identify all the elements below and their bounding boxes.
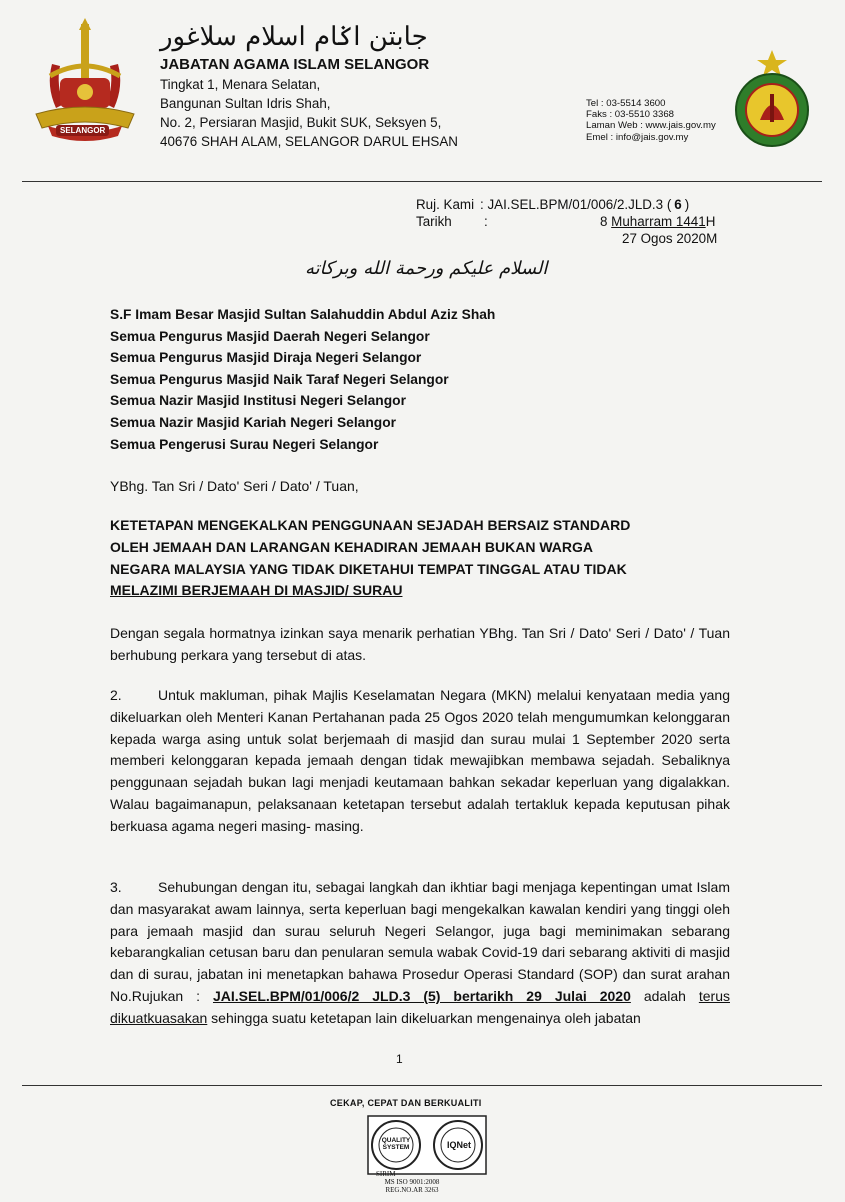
paragraph-text: Untuk makluman, pihak Majlis Keselamatan Negara (MKN) melalui kenyataan media yang dikeluarkan oleh Menteri Kanan Pertahanan pada 25 Ogos 2020 telah mengumumkan kelonggaran kepada warga asing untuk solat berjemaah di masjid dan surau mulai 1 September 2020 serta memberi kelonggaran kepada jemaah dengan tidak mewajibkan membawa sejadah. Sebaliknya penggunaan sejadah bukan lagi menjadi keutamaan bahkan sekadar keperluan yang digalakkan. Walau bagaimanapun, pelaksanaan ketetapan tersebut adalah tertakluk kepada keputusan pihak berkuasa agama negeri masing- masing. <box>110 687 730 834</box>
paragraph-3 <box>110 877 730 1030</box>
ruj-close: ) <box>684 197 690 212</box>
iso-label: MS ISO 9001:2008 <box>384 1178 440 1186</box>
recipient-item: Semua Nazir Masjid Kariah Negeri Selangor <box>110 414 396 430</box>
ruj-number: 6 <box>674 197 682 212</box>
address-line: No. 2, Persiaran Masjid, Bukit SUK, Seksyen 5, <box>160 115 442 130</box>
paragraph-tail: sehingga suatu ketetapan lain dikeluarkan mengenainya oleh jabatan <box>207 1009 641 1026</box>
contact-email: Emel : info@jais.gov.my <box>586 131 689 143</box>
subject-line: MELAZIMI BERJEMAAH DI MASJID/ SURAU <box>110 582 403 599</box>
recipient-item: Semua Pengurus Masjid Daerah Negeri Selangor <box>110 328 430 344</box>
contact-tel: Tel : 03-5514 3600 <box>586 98 666 109</box>
paragraph-number: 3. <box>110 879 122 895</box>
address-line: 40676 SHAH ALAM, SELANGOR DARUL EHSAN <box>160 134 458 149</box>
subject-line: NEGARA MALAYSIA YANG TIDAK DIKETAHUI TEMPAT TINGGAL ATAU TIDAK <box>110 560 627 577</box>
address-block <box>160 75 458 151</box>
paragraph-1: Dengan segala hormatnya izinkan saya menarik perhatian YBhg. Tan Sri / Dato' Seri / Dato' / Tuan berhubung perkara yang tersebut di atas. <box>110 625 730 663</box>
contact-web: Laman Web : www.jais.gov.my <box>586 120 716 132</box>
paragraph-2 <box>110 685 730 838</box>
footer-divider <box>22 1085 822 1086</box>
jawi-title: جابتن اݢام اسلام سلاغور <box>160 22 428 52</box>
sirim-label: SIRIM <box>376 1170 396 1178</box>
subject-line: OLEH JEMAAH DAN LARANGAN KEHADIRAN JEMAAH BUKAN WARGA <box>110 538 593 555</box>
subject-line: KETETAPAN MENGEKALKAN PENGGUNAAN SEJADAH BERSAIZ STANDARD <box>110 517 631 533</box>
reg-label: REG.NO.AR 3263 <box>385 1186 439 1194</box>
ruj-label: Ruj. Kami <box>416 197 475 212</box>
cert-right-label: IQNet <box>446 1140 471 1150</box>
hijri-day: 8 <box>600 214 612 229</box>
organization-name: JABATAN AGAMA ISLAM SELANGOR <box>160 56 430 73</box>
salutation: YBhg. Tan Sri / Dato' Seri / Dato' / Tuan, <box>110 478 359 494</box>
header-divider <box>22 181 822 182</box>
address-line: Tingkat 1, Menara Selatan, <box>160 77 321 92</box>
paragraph-number: 2. <box>110 687 122 703</box>
recipient-item: S.F Imam Besar Masjid Sultan Salahuddin Abdul Aziz Shah <box>110 307 496 322</box>
paragraph-text: Sehubungan dengan itu, sebagai langkah dan ikhtiar bagi menjaga kepentingan umat Islam dan masyarakat awam lainnya, serta keperluan bagi mengekalkan kawalan kendiri yang tinggi oleh para jemaah masjid dan surau seluruh Negeri Selangor, juga bagi meminimakan sebarang kebarangkalian cetusan baru dan penularan semula wabak Covid-19 dari sebarang aktiviti di masjid dan di surau, jabatan ini menetapkan bahawa Prosedur Operasi Standard (SOP) dan surat arahan <box>110 879 730 983</box>
cert-left-label: QUALITY SYSTEM <box>381 1137 411 1151</box>
recipients-list <box>110 304 495 455</box>
footer-motto: CEKAP, CEPAT DAN BERKUALITI <box>330 1098 482 1108</box>
letter-subject <box>110 515 730 602</box>
recipient-item: Semua Nazir Masjid Institusi Negeri Selangor <box>110 393 406 409</box>
salam-greeting: السلام عليكم ورحمة الله وبركاته <box>305 258 548 279</box>
contact-fax: Faks : 03-5510 3368 <box>586 109 675 121</box>
rujukan-mid: adalah <box>630 987 699 1004</box>
rujukan-emphasis: terus dikuatkuasakan <box>110 987 730 1026</box>
reference-block <box>416 196 717 247</box>
rujukan-label: No.Rujukan : <box>110 987 213 1004</box>
hijri-suffix: H <box>705 214 716 229</box>
page-number: 1 <box>396 1052 403 1066</box>
address-line: Bangunan Sultan Idris Shah, <box>160 96 331 111</box>
recipient-item: Semua Pengurus Masjid Diraja Negeri Selangor <box>110 350 422 366</box>
contact-block <box>586 98 716 143</box>
rujukan-value: JAI.SEL.BPM/01/006/2 JLD.3 (5) bertarikh 29 Julai 2020 <box>212 987 631 1004</box>
ruj-value: : JAI.SEL.BPM/01/006/2.JLD.3 ( <box>480 197 672 212</box>
tarikh-label: Tarikh <box>416 214 452 229</box>
jais-emblem-logo <box>726 50 818 148</box>
cert-text <box>376 1170 448 1194</box>
hijri-date: Muharram 1441 <box>611 214 706 229</box>
gregorian-date: 27 Ogos 2020M <box>622 231 718 246</box>
crest-label: SELANGOR <box>56 125 109 136</box>
recipient-item: Semua Pengerusi Surau Negeri Selangor <box>110 436 379 452</box>
recipient-item: Semua Pengurus Masjid Naik Taraf Negeri Selangor <box>110 371 449 387</box>
tarikh-sep: : <box>484 214 488 229</box>
